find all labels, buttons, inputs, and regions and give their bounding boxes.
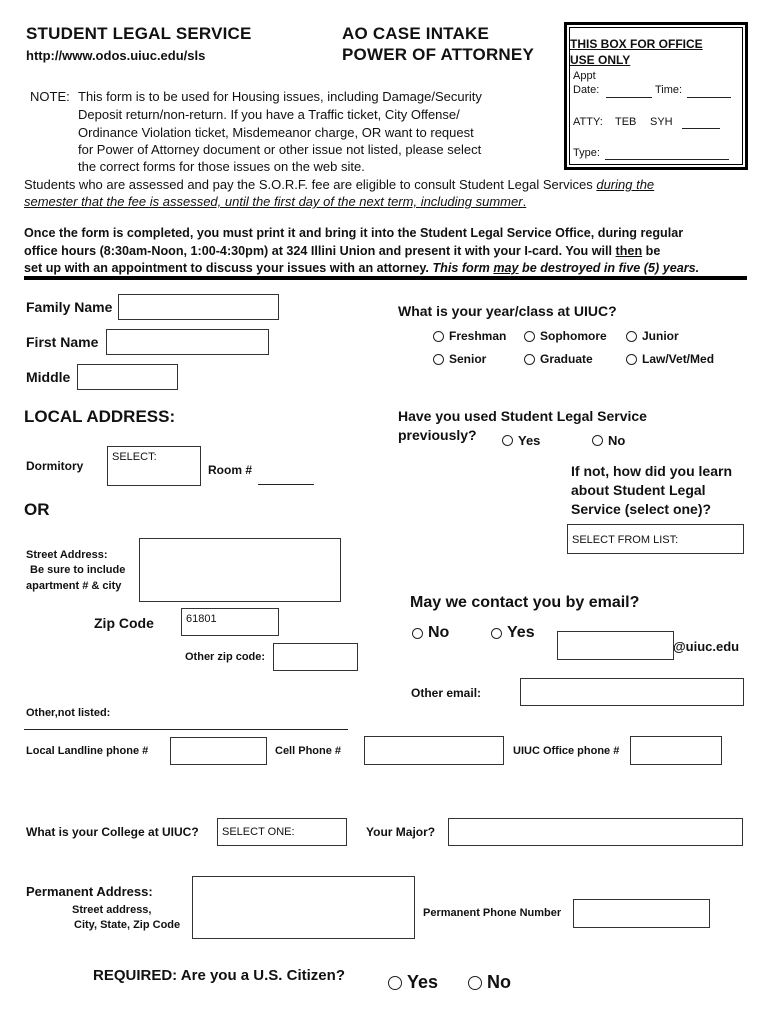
learn-source-value: SELECT FROM LIST: — [572, 534, 679, 546]
other-email-input[interactable] — [520, 678, 744, 706]
local-address-heading: LOCAL ADDRESS: — [24, 407, 176, 426]
office-syh: SYH — [650, 116, 673, 128]
dormitory-label: Dormitory — [26, 459, 84, 473]
instr-2b: be — [642, 244, 661, 258]
office-box-title-2: USE ONLY — [570, 53, 631, 67]
learn-question-2: about Student Legal — [571, 482, 706, 498]
zip-code-value: 61801 — [186, 613, 217, 625]
year-junior-label: Junior — [642, 329, 679, 343]
other-zip-label: Other zip code: — [185, 651, 266, 663]
radio-icon[interactable] — [433, 354, 444, 365]
permanent-phone-input[interactable] — [573, 899, 710, 928]
office-atty-line — [682, 128, 720, 129]
sorf-line-1 — [24, 176, 654, 194]
uiuc-email-suffix: @uiuc.edu — [673, 639, 740, 654]
other-not-listed-label: Other,not listed: — [26, 707, 111, 719]
cell-phone-label: Cell Phone # — [275, 745, 342, 757]
note-line-5: the correct forms for those issues on the web site. — [78, 159, 365, 174]
cell-phone-input[interactable] — [364, 736, 504, 765]
dormitory-select[interactable] — [107, 446, 201, 486]
other-zip-input[interactable] — [273, 643, 358, 671]
instr-3em-b: be destroyed in five (5) years. — [518, 261, 700, 275]
year-freshman[interactable] — [433, 329, 506, 343]
radio-icon[interactable] — [524, 331, 535, 342]
first-name-input[interactable] — [106, 329, 269, 355]
landline-input[interactable] — [170, 737, 267, 765]
year-freshman-label: Freshman — [449, 329, 507, 343]
radio-icon[interactable] — [502, 435, 513, 446]
office-date-label: Date: — [573, 84, 600, 96]
sorf-line-2 — [24, 193, 526, 211]
family-name-input[interactable] — [118, 294, 279, 320]
used-sls-no-label: No — [608, 433, 626, 448]
college-select-value: SELECT ONE: — [222, 826, 295, 838]
office-teb: TEB — [615, 116, 637, 128]
year-senior-label: Senior — [449, 352, 487, 366]
instr-3em-a: This form — [432, 261, 494, 275]
email-question: May we contact you by email? — [410, 594, 640, 611]
college-select[interactable] — [217, 818, 347, 846]
zip-code-label: Zip Code — [94, 615, 154, 631]
radio-icon[interactable] — [626, 354, 637, 365]
street-address-label: Street Address: — [26, 549, 108, 561]
form-title-line2: POWER OF ATTORNEY — [342, 45, 534, 64]
year-graduate[interactable] — [524, 352, 593, 366]
radio-icon[interactable] — [388, 976, 402, 990]
used-sls-question-2: previously? — [398, 427, 477, 443]
instructions-line-1: Once the form is completed, you must print it and bring it into the Student Legal Service Office, during regular — [24, 226, 684, 240]
year-sophomore[interactable] — [524, 329, 607, 343]
year-sophomore-label: Sophomore — [540, 329, 607, 343]
radio-icon[interactable] — [592, 435, 603, 446]
year-law-vet-med-label: Law/Vet/Med — [642, 352, 715, 366]
sorf-end: . — [522, 194, 527, 209]
email-yes-label: Yes — [507, 624, 535, 641]
citizen-yes[interactable] — [388, 972, 438, 993]
org-title: STUDENT LEGAL SERVICE — [26, 24, 252, 43]
permanent-address-hint-2: City, State, Zip Code — [74, 919, 181, 931]
dormitory-select-value: SELECT: — [112, 451, 157, 463]
note-prefix: NOTE: — [30, 89, 70, 104]
permanent-phone-label: Permanent Phone Number — [423, 907, 562, 919]
used-sls-yes-label: Yes — [518, 433, 541, 448]
citizen-no[interactable] — [468, 972, 511, 993]
uiuc-email-input[interactable] — [557, 631, 674, 660]
office-phone-label: UIUC Office phone # — [513, 745, 620, 757]
year-law-vet-med[interactable] — [626, 352, 714, 366]
sorf-text: Students who are assessed and pay the S.O.R.F. fee are eligible to consult Student Legal Services — [24, 177, 597, 192]
office-date-line — [606, 97, 652, 98]
other-not-listed-input[interactable] — [24, 729, 348, 730]
instr-2a: office hours (8:30am-Noon, 1:00-4:30pm) at 324 Illini Union and present it with your I-card. You will — [24, 244, 616, 258]
sorf-em-1: during the — [596, 177, 655, 192]
citizen-no-label: No — [487, 972, 511, 992]
citizen-question: REQUIRED: Are you a U.S. Citizen? — [93, 967, 345, 984]
family-name-label: Family Name — [26, 299, 113, 315]
office-type-label: Type: — [573, 147, 600, 159]
year-question: What is your year/class at UIUC? — [398, 303, 617, 319]
radio-icon[interactable] — [491, 628, 502, 639]
instructions-line-2 — [24, 244, 660, 258]
year-junior[interactable] — [626, 329, 679, 343]
learn-source-select[interactable] — [567, 524, 744, 554]
email-no-label: No — [428, 624, 450, 641]
first-name-label: First Name — [26, 334, 99, 350]
instr-may: may — [493, 261, 519, 275]
year-senior[interactable] — [433, 352, 486, 366]
office-time-line — [687, 97, 731, 98]
used-sls-no[interactable] — [592, 433, 625, 448]
radio-icon[interactable] — [412, 628, 423, 639]
email-no[interactable] — [412, 624, 449, 642]
street-address-input[interactable] — [139, 538, 341, 602]
note-line-4: for Power of Attorney document or other issue not listed, please select — [78, 142, 482, 157]
learn-question-3: Service (select one)? — [571, 501, 712, 517]
major-input[interactable] — [448, 818, 743, 846]
radio-icon[interactable] — [433, 331, 444, 342]
middle-label: Middle — [26, 369, 71, 385]
or-heading: OR — [24, 500, 50, 519]
note-line-2: Deposit return/non-return. If you have a Traffic ticket, City Offense/ — [78, 107, 460, 122]
landline-label: Local Landline phone # — [26, 745, 149, 757]
radio-icon[interactable] — [626, 331, 637, 342]
other-email-label: Other email: — [411, 686, 482, 700]
college-question: What is your College at UIUC? — [26, 825, 199, 839]
street-address-hint-2: apartment # & city — [26, 580, 122, 592]
zip-code-select[interactable] — [181, 608, 279, 636]
sorf-em-2: semester that the fee is assessed, until the first day of the next term, including summer — [24, 194, 523, 209]
note-line-1: This form is to be used for Housing issues, including Damage/Security — [78, 89, 482, 104]
org-url[interactable]: http://www.odos.uiuc.edu/sls — [26, 48, 206, 63]
note-line-3: Ordinance Violation ticket, Misdemeanor charge, OR want to request — [78, 125, 474, 140]
room-input[interactable] — [258, 484, 314, 485]
form-title-line1: AO CASE INTAKE — [342, 24, 489, 43]
office-type-line — [605, 159, 729, 160]
used-sls-question-1: Have you used Student Legal Service — [398, 408, 647, 424]
citizen-yes-label: Yes — [407, 972, 439, 992]
learn-question-1: If not, how did you learn — [571, 463, 732, 479]
instructions-line-3 — [24, 261, 699, 275]
radio-icon[interactable] — [468, 976, 482, 990]
office-time-label: Time: — [655, 84, 683, 96]
email-yes[interactable] — [491, 624, 535, 642]
permanent-address-input[interactable] — [192, 876, 415, 939]
permanent-address-hint-1: Street address, — [72, 904, 152, 916]
major-question: Your Major? — [366, 825, 436, 839]
middle-input[interactable] — [77, 364, 178, 390]
office-appt: Appt — [573, 70, 596, 82]
office-phone-input[interactable] — [630, 736, 722, 765]
room-label: Room # — [208, 463, 253, 477]
office-atty-label: ATTY: — [573, 116, 603, 128]
street-address-hint-1: Be sure to include — [30, 564, 126, 576]
instr-3a: set up with an appointment to discuss your issues with an attorney. — [24, 261, 433, 275]
instr-then: then — [615, 244, 643, 258]
year-graduate-label: Graduate — [540, 352, 593, 366]
permanent-address-label: Permanent Address: — [26, 884, 153, 899]
section-divider — [24, 276, 747, 280]
office-box-title-1: THIS BOX FOR OFFICE — [570, 37, 703, 51]
radio-icon[interactable] — [524, 354, 535, 365]
used-sls-yes[interactable] — [502, 433, 540, 448]
